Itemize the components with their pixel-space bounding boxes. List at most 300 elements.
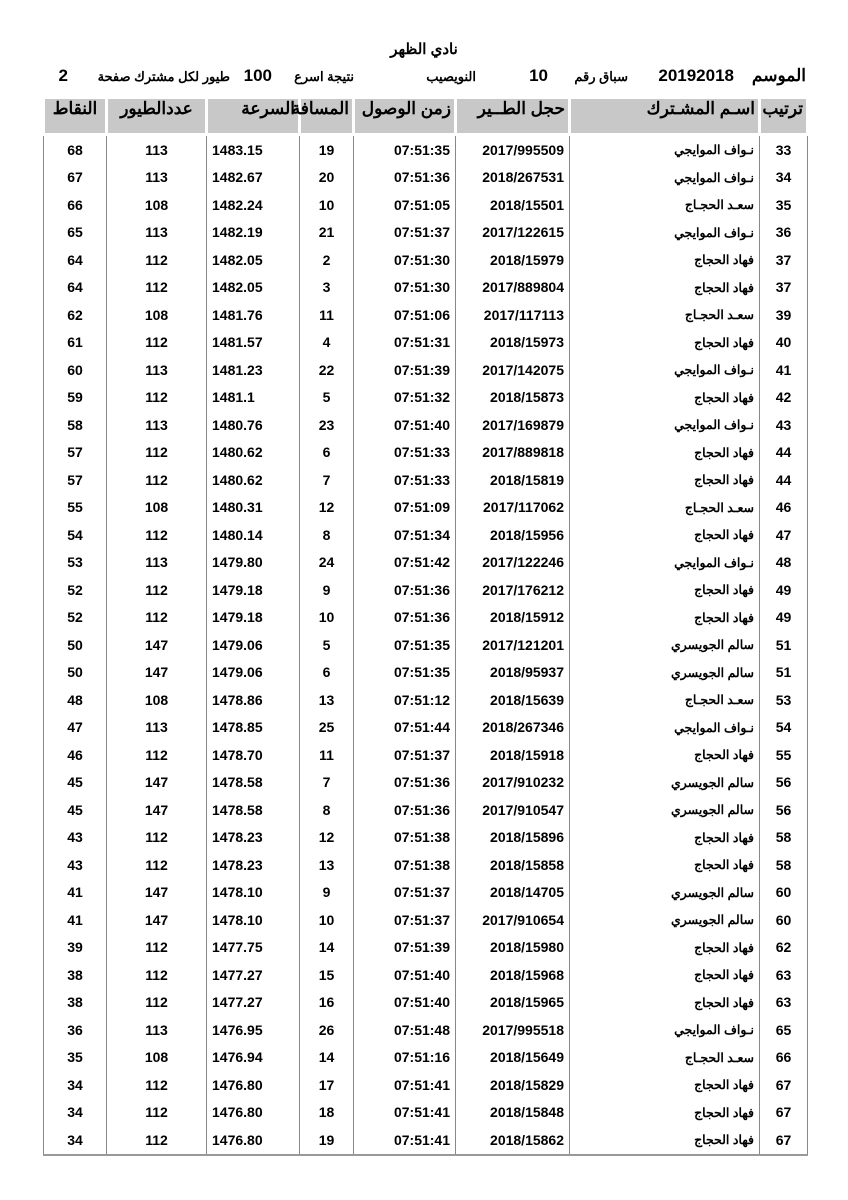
cell-bird-count: 113 xyxy=(107,356,207,384)
cell-member-name: سعـد الحجـاج xyxy=(570,301,760,329)
table-row xyxy=(44,164,808,192)
cell-member-name: فهاد الحجاج xyxy=(570,466,760,494)
cell-bird-count: 113 xyxy=(107,1016,207,1044)
cell-distance: 3 xyxy=(300,274,354,302)
cell-rank: 51 xyxy=(760,659,808,687)
cell-ring: 2018/15862 xyxy=(456,1126,570,1155)
cell-arrival-time: 07:51:35 xyxy=(354,659,456,687)
cell-speed: 1480.14 xyxy=(207,521,300,549)
cell-rank: 56 xyxy=(760,769,808,797)
cell-points: 34 xyxy=(44,1126,107,1155)
cell-bird-count: 113 xyxy=(107,411,207,439)
cell-arrival-time: 07:51:40 xyxy=(354,989,456,1017)
table-row xyxy=(44,906,808,934)
cell-speed: 1476.80 xyxy=(207,1099,300,1127)
cell-bird-count: 147 xyxy=(107,906,207,934)
table-row xyxy=(44,1099,808,1127)
fastest-count: 100 xyxy=(243,66,272,85)
cell-rank: 67 xyxy=(760,1071,808,1099)
cell-ring: 2017/995509 xyxy=(456,135,570,164)
cell-ring: 2017/889804 xyxy=(456,274,570,302)
results-table xyxy=(42,96,809,1156)
cell-member-name: نـواف الموايجي xyxy=(570,714,760,742)
cell-distance: 6 xyxy=(300,659,354,687)
cell-ring: 2018/15649 xyxy=(456,1044,570,1072)
cell-ring: 2017/169879 xyxy=(456,411,570,439)
cell-ring: 2017/121201 xyxy=(456,631,570,659)
cell-bird-count: 113 xyxy=(107,714,207,742)
cell-bird-count: 108 xyxy=(107,686,207,714)
cell-bird-count: 112 xyxy=(107,604,207,632)
cell-ring: 2018/15829 xyxy=(456,1071,570,1099)
cell-points: 35 xyxy=(44,1044,107,1072)
cell-rank: 36 xyxy=(760,219,808,247)
cell-points: 57 xyxy=(44,439,107,467)
cell-arrival-time: 07:51:36 xyxy=(354,604,456,632)
cell-bird-count: 112 xyxy=(107,576,207,604)
cell-ring: 2018/15956 xyxy=(456,521,570,549)
cell-rank: 44 xyxy=(760,439,808,467)
table-header-row xyxy=(44,98,808,135)
cell-rank: 42 xyxy=(760,384,808,412)
table-row xyxy=(44,989,808,1017)
col-distance: المسافة xyxy=(300,98,354,135)
cell-speed: 1476.80 xyxy=(207,1071,300,1099)
cell-member-name: فهاد الحجاج xyxy=(570,961,760,989)
cell-member-name: سالم الجويسري xyxy=(570,631,760,659)
cell-ring: 2018/95937 xyxy=(456,659,570,687)
table-row xyxy=(44,549,808,577)
cell-points: 50 xyxy=(44,631,107,659)
cell-distance: 8 xyxy=(300,796,354,824)
cell-speed: 1482.19 xyxy=(207,219,300,247)
cell-arrival-time: 07:51:30 xyxy=(354,246,456,274)
page-number: 2 xyxy=(58,66,68,85)
cell-speed: 1481.57 xyxy=(207,329,300,357)
cell-rank: 35 xyxy=(760,191,808,219)
cell-rank: 49 xyxy=(760,604,808,632)
cell-points: 48 xyxy=(44,686,107,714)
cell-points: 36 xyxy=(44,1016,107,1044)
cell-speed: 1478.70 xyxy=(207,741,300,769)
table-row xyxy=(44,521,808,549)
cell-speed: 1481.1 xyxy=(207,384,300,412)
table-row xyxy=(44,741,808,769)
cell-member-name: فهاد الحجاج xyxy=(570,246,760,274)
cell-ring: 2018/15858 xyxy=(456,851,570,879)
cell-points: 55 xyxy=(44,494,107,522)
cell-rank: 37 xyxy=(760,246,808,274)
cell-points: 58 xyxy=(44,411,107,439)
cell-distance: 20 xyxy=(300,164,354,192)
cell-member-name: فهاد الحجاج xyxy=(570,851,760,879)
cell-points: 53 xyxy=(44,549,107,577)
cell-points: 41 xyxy=(44,879,107,907)
cell-speed: 1482.05 xyxy=(207,246,300,274)
cell-speed: 1477.27 xyxy=(207,961,300,989)
cell-ring: 2018/15848 xyxy=(456,1099,570,1127)
cell-arrival-time: 07:51:36 xyxy=(354,796,456,824)
cell-bird-count: 147 xyxy=(107,796,207,824)
cell-bird-count: 112 xyxy=(107,741,207,769)
cell-distance: 8 xyxy=(300,521,354,549)
cell-ring: 2018/15965 xyxy=(456,989,570,1017)
cell-bird-count: 108 xyxy=(107,1044,207,1072)
cell-rank: 65 xyxy=(760,1016,808,1044)
table-row xyxy=(44,659,808,687)
cell-arrival-time: 07:51:37 xyxy=(354,219,456,247)
cell-member-name: فهاد الحجاج xyxy=(570,1071,760,1099)
table-row xyxy=(44,411,808,439)
cell-ring: 2017/910232 xyxy=(456,769,570,797)
cell-speed: 1478.58 xyxy=(207,769,300,797)
cell-arrival-time: 07:51:37 xyxy=(354,879,456,907)
cell-distance: 9 xyxy=(300,879,354,907)
cell-ring: 2018/15918 xyxy=(456,741,570,769)
cell-ring: 2017/889818 xyxy=(456,439,570,467)
race-info xyxy=(42,66,806,90)
cell-ring: 2017/122615 xyxy=(456,219,570,247)
cell-bird-count: 112 xyxy=(107,1099,207,1127)
cell-member-name: نـواف الموايجي xyxy=(570,219,760,247)
cell-member-name: فهاد الحجاج xyxy=(570,384,760,412)
cell-points: 50 xyxy=(44,659,107,687)
cell-member-name: نـواف الموايجي xyxy=(570,1016,760,1044)
cell-points: 64 xyxy=(44,246,107,274)
cell-speed: 1482.67 xyxy=(207,164,300,192)
cell-speed: 1478.85 xyxy=(207,714,300,742)
cell-bird-count: 112 xyxy=(107,384,207,412)
cell-distance: 19 xyxy=(300,135,354,164)
table-row xyxy=(44,246,808,274)
cell-ring: 2017/995518 xyxy=(456,1016,570,1044)
cell-bird-count: 112 xyxy=(107,466,207,494)
cell-arrival-time: 07:51:38 xyxy=(354,824,456,852)
per-member-label: طيور لكل مشترك صفحة xyxy=(97,69,230,84)
cell-points: 59 xyxy=(44,384,107,412)
cell-ring: 2018/14705 xyxy=(456,879,570,907)
cell-member-name: نـواف الموايجي xyxy=(570,135,760,164)
table-row xyxy=(44,219,808,247)
cell-speed: 1479.80 xyxy=(207,549,300,577)
table-row xyxy=(44,384,808,412)
cell-speed: 1479.06 xyxy=(207,659,300,687)
cell-arrival-time: 07:51:05 xyxy=(354,191,456,219)
cell-member-name: فهاد الحجاج xyxy=(570,521,760,549)
table-row xyxy=(44,879,808,907)
cell-speed: 1480.62 xyxy=(207,439,300,467)
table-body xyxy=(44,135,808,1155)
cell-arrival-time: 07:51:40 xyxy=(354,961,456,989)
cell-bird-count: 108 xyxy=(107,494,207,522)
cell-ring: 2018/15912 xyxy=(456,604,570,632)
cell-points: 45 xyxy=(44,796,107,824)
cell-distance: 12 xyxy=(300,494,354,522)
cell-member-name: فهاد الحجاج xyxy=(570,824,760,852)
cell-speed: 1481.23 xyxy=(207,356,300,384)
cell-distance: 5 xyxy=(300,631,354,659)
table-row xyxy=(44,1016,808,1044)
cell-arrival-time: 07:51:16 xyxy=(354,1044,456,1072)
cell-ring: 2018/15968 xyxy=(456,961,570,989)
cell-rank: 48 xyxy=(760,549,808,577)
cell-arrival-time: 07:51:37 xyxy=(354,741,456,769)
cell-speed: 1480.31 xyxy=(207,494,300,522)
cell-bird-count: 147 xyxy=(107,879,207,907)
cell-distance: 23 xyxy=(300,411,354,439)
cell-speed: 1483.15 xyxy=(207,135,300,164)
table-row xyxy=(44,439,808,467)
cell-member-name: سعـد الحجـاج xyxy=(570,494,760,522)
cell-points: 39 xyxy=(44,934,107,962)
cell-arrival-time: 07:51:09 xyxy=(354,494,456,522)
cell-distance: 14 xyxy=(300,934,354,962)
cell-arrival-time: 07:51:12 xyxy=(354,686,456,714)
cell-speed: 1482.05 xyxy=(207,274,300,302)
cell-ring: 2018/15973 xyxy=(456,329,570,357)
cell-ring: 2018/15501 xyxy=(456,191,570,219)
cell-speed: 1481.76 xyxy=(207,301,300,329)
table-row xyxy=(44,1126,808,1155)
race-location: النويصيب xyxy=(426,69,476,84)
cell-speed: 1478.10 xyxy=(207,906,300,934)
cell-distance: 9 xyxy=(300,576,354,604)
table-row xyxy=(44,191,808,219)
cell-arrival-time: 07:51:36 xyxy=(354,576,456,604)
table-row xyxy=(44,824,808,852)
table-row xyxy=(44,851,808,879)
cell-ring: 2017/122246 xyxy=(456,549,570,577)
cell-bird-count: 147 xyxy=(107,769,207,797)
table-row xyxy=(44,714,808,742)
cell-bird-count: 112 xyxy=(107,989,207,1017)
cell-bird-count: 113 xyxy=(107,135,207,164)
cell-arrival-time: 07:51:39 xyxy=(354,934,456,962)
table-row xyxy=(44,135,808,164)
cell-arrival-time: 07:51:33 xyxy=(354,439,456,467)
cell-bird-count: 112 xyxy=(107,1071,207,1099)
cell-distance: 14 xyxy=(300,1044,354,1072)
cell-speed: 1477.27 xyxy=(207,989,300,1017)
season-value: 20192018 xyxy=(658,66,734,85)
cell-member-name: فهاد الحجاج xyxy=(570,576,760,604)
cell-rank: 37 xyxy=(760,274,808,302)
cell-arrival-time: 07:51:38 xyxy=(354,851,456,879)
table-row xyxy=(44,796,808,824)
cell-rank: 55 xyxy=(760,741,808,769)
cell-ring: 2017/910547 xyxy=(456,796,570,824)
cell-member-name: سالم الجويسري xyxy=(570,906,760,934)
cell-bird-count: 108 xyxy=(107,301,207,329)
cell-distance: 26 xyxy=(300,1016,354,1044)
cell-speed: 1478.23 xyxy=(207,851,300,879)
race-number: 10 xyxy=(529,66,548,85)
table-row xyxy=(44,576,808,604)
cell-rank: 63 xyxy=(760,989,808,1017)
cell-distance: 11 xyxy=(300,301,354,329)
cell-rank: 51 xyxy=(760,631,808,659)
cell-rank: 60 xyxy=(760,906,808,934)
cell-ring: 2018/15980 xyxy=(456,934,570,962)
cell-points: 43 xyxy=(44,851,107,879)
cell-speed: 1480.62 xyxy=(207,466,300,494)
table-row xyxy=(44,631,808,659)
cell-speed: 1478.10 xyxy=(207,879,300,907)
cell-rank: 60 xyxy=(760,879,808,907)
cell-points: 41 xyxy=(44,906,107,934)
cell-ring: 2017/117113 xyxy=(456,301,570,329)
cell-bird-count: 112 xyxy=(107,329,207,357)
cell-bird-count: 108 xyxy=(107,191,207,219)
table-row xyxy=(44,961,808,989)
cell-member-name: سالم الجويسري xyxy=(570,796,760,824)
cell-member-name: فهاد الحجاج xyxy=(570,439,760,467)
cell-points: 67 xyxy=(44,164,107,192)
cell-member-name: نـواف الموايجي xyxy=(570,549,760,577)
cell-rank: 63 xyxy=(760,961,808,989)
col-rank: ترتيب xyxy=(760,98,808,135)
cell-distance: 15 xyxy=(300,961,354,989)
cell-speed: 1478.23 xyxy=(207,824,300,852)
cell-bird-count: 147 xyxy=(107,659,207,687)
cell-distance: 7 xyxy=(300,769,354,797)
cell-arrival-time: 07:51:32 xyxy=(354,384,456,412)
cell-member-name: سعـد الحجـاج xyxy=(570,686,760,714)
cell-arrival-time: 07:51:36 xyxy=(354,769,456,797)
race-label: سباق رقم xyxy=(574,69,628,84)
cell-distance: 4 xyxy=(300,329,354,357)
cell-distance: 22 xyxy=(300,356,354,384)
cell-points: 34 xyxy=(44,1071,107,1099)
cell-rank: 62 xyxy=(760,934,808,962)
cell-speed: 1477.75 xyxy=(207,934,300,962)
cell-rank: 67 xyxy=(760,1126,808,1155)
table-row xyxy=(44,329,808,357)
cell-speed: 1478.58 xyxy=(207,796,300,824)
col-member-name: اسـم المشـترك xyxy=(570,98,760,135)
cell-points: 45 xyxy=(44,769,107,797)
cell-speed: 1479.06 xyxy=(207,631,300,659)
cell-arrival-time: 07:51:41 xyxy=(354,1126,456,1155)
cell-speed: 1476.94 xyxy=(207,1044,300,1072)
cell-bird-count: 112 xyxy=(107,274,207,302)
cell-points: 66 xyxy=(44,191,107,219)
fastest-label: نتيجة اسرع xyxy=(294,69,354,84)
cell-member-name: سالم الجويسري xyxy=(570,659,760,687)
cell-member-name: فهاد الحجاج xyxy=(570,934,760,962)
cell-speed: 1479.18 xyxy=(207,604,300,632)
table-row xyxy=(44,466,808,494)
cell-rank: 58 xyxy=(760,824,808,852)
cell-distance: 12 xyxy=(300,824,354,852)
cell-member-name: فهاد الحجاج xyxy=(570,329,760,357)
cell-distance: 6 xyxy=(300,439,354,467)
col-bird-count: عددالطيور xyxy=(107,98,207,135)
cell-rank: 54 xyxy=(760,714,808,742)
cell-rank: 44 xyxy=(760,466,808,494)
cell-points: 38 xyxy=(44,989,107,1017)
cell-arrival-time: 07:51:39 xyxy=(354,356,456,384)
col-points: النقاط xyxy=(44,98,107,135)
cell-distance: 24 xyxy=(300,549,354,577)
cell-distance: 16 xyxy=(300,989,354,1017)
cell-rank: 47 xyxy=(760,521,808,549)
cell-bird-count: 112 xyxy=(107,851,207,879)
cell-distance: 10 xyxy=(300,906,354,934)
cell-distance: 25 xyxy=(300,714,354,742)
cell-rank: 34 xyxy=(760,164,808,192)
cell-member-name: فهاد الحجاج xyxy=(570,274,760,302)
cell-points: 52 xyxy=(44,576,107,604)
cell-points: 62 xyxy=(44,301,107,329)
cell-distance: 7 xyxy=(300,466,354,494)
table-row xyxy=(44,1071,808,1099)
cell-arrival-time: 07:51:41 xyxy=(354,1099,456,1127)
cell-rank: 39 xyxy=(760,301,808,329)
cell-ring: 2017/117062 xyxy=(456,494,570,522)
table-row xyxy=(44,494,808,522)
cell-rank: 49 xyxy=(760,576,808,604)
cell-distance: 11 xyxy=(300,741,354,769)
cell-arrival-time: 07:51:44 xyxy=(354,714,456,742)
cell-arrival-time: 07:51:06 xyxy=(354,301,456,329)
cell-bird-count: 112 xyxy=(107,934,207,962)
cell-member-name: فهاد الحجاج xyxy=(570,741,760,769)
cell-points: 54 xyxy=(44,521,107,549)
cell-bird-count: 113 xyxy=(107,219,207,247)
table-row xyxy=(44,604,808,632)
cell-speed: 1482.24 xyxy=(207,191,300,219)
cell-ring: 2018/15819 xyxy=(456,466,570,494)
cell-distance: 10 xyxy=(300,604,354,632)
cell-points: 43 xyxy=(44,824,107,852)
cell-distance: 2 xyxy=(300,246,354,274)
cell-member-name: نـواف الموايجي xyxy=(570,411,760,439)
cell-arrival-time: 07:51:42 xyxy=(354,549,456,577)
col-ring: حجل الطــير xyxy=(456,98,570,135)
cell-arrival-time: 07:51:41 xyxy=(354,1071,456,1099)
cell-rank: 41 xyxy=(760,356,808,384)
cell-speed: 1479.18 xyxy=(207,576,300,604)
table-row xyxy=(44,769,808,797)
cell-ring: 2018/15873 xyxy=(456,384,570,412)
cell-ring: 2017/142075 xyxy=(456,356,570,384)
cell-arrival-time: 07:51:35 xyxy=(354,631,456,659)
cell-points: 61 xyxy=(44,329,107,357)
cell-member-name: فهاد الحجاج xyxy=(570,989,760,1017)
cell-bird-count: 112 xyxy=(107,439,207,467)
table-row xyxy=(44,356,808,384)
cell-member-name: نـواف الموايجي xyxy=(570,356,760,384)
cell-speed: 1480.76 xyxy=(207,411,300,439)
cell-distance: 13 xyxy=(300,851,354,879)
cell-points: 46 xyxy=(44,741,107,769)
cell-rank: 67 xyxy=(760,1099,808,1127)
cell-arrival-time: 07:51:30 xyxy=(354,274,456,302)
cell-speed: 1478.86 xyxy=(207,686,300,714)
cell-ring: 2018/267531 xyxy=(456,164,570,192)
cell-ring: 2018/15896 xyxy=(456,824,570,852)
cell-ring: 2018/15979 xyxy=(456,246,570,274)
cell-points: 57 xyxy=(44,466,107,494)
cell-bird-count: 112 xyxy=(107,824,207,852)
cell-arrival-time: 07:51:35 xyxy=(354,135,456,164)
cell-bird-count: 113 xyxy=(107,549,207,577)
cell-rank: 46 xyxy=(760,494,808,522)
cell-points: 65 xyxy=(44,219,107,247)
cell-arrival-time: 07:51:40 xyxy=(354,411,456,439)
table-row xyxy=(44,1044,808,1072)
